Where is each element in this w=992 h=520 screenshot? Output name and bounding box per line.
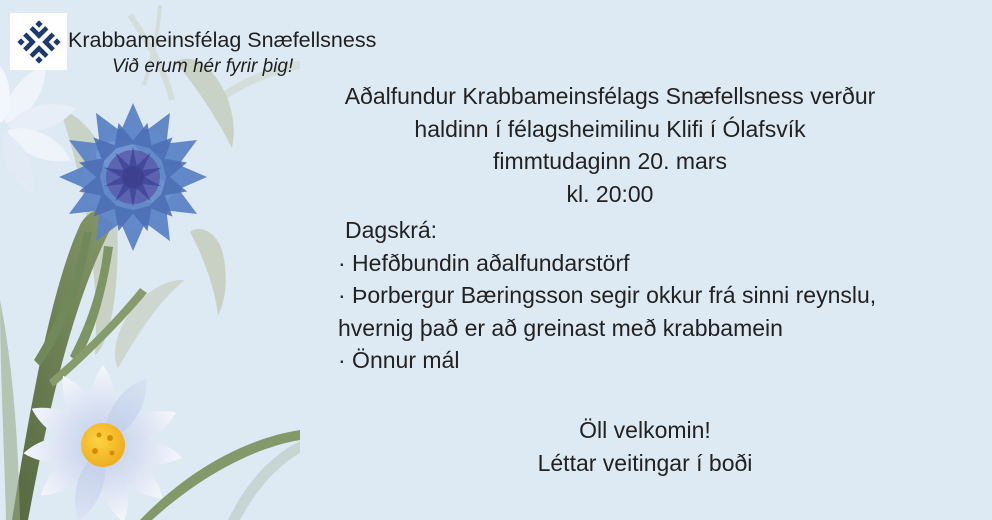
agenda-item: · Hefðbundin aðalfundarstörf [338, 249, 630, 276]
floral-illustration [0, 0, 300, 520]
agenda-item-continuation: hvernig það er að greinast með krabbamein [338, 314, 783, 341]
agenda-item: · Önnur mál [338, 347, 460, 373]
intro-line: kl. 20:00 [566, 180, 654, 207]
agenda-item: · Þorbergur Bæringsson segir okkur frá sinni reynslu, [338, 282, 877, 308]
announcement-intro [300, 80, 920, 210]
intro-line: haldinn í félagsheimilinu Klifi í Ólafsvík [414, 115, 806, 142]
agenda-title: Dagskrá: [345, 217, 438, 243]
tagline: Við erum hér fyrir þig! [112, 56, 294, 77]
closing-line: Léttar veitingar í boði [537, 449, 753, 476]
agenda [338, 214, 968, 377]
closing-line: Öll velkomin! [579, 417, 711, 443]
cancer-society-logo-icon [16, 19, 62, 65]
closing [320, 414, 970, 479]
org-name: Krabbameinsfélag Snæfellsness [68, 28, 377, 52]
logo [10, 13, 67, 70]
intro-line: Aðalfundur Krabbameinsfélags Snæfellsness verður [344, 83, 876, 109]
intro-line: fimmtudaginn 20. mars [493, 148, 727, 174]
